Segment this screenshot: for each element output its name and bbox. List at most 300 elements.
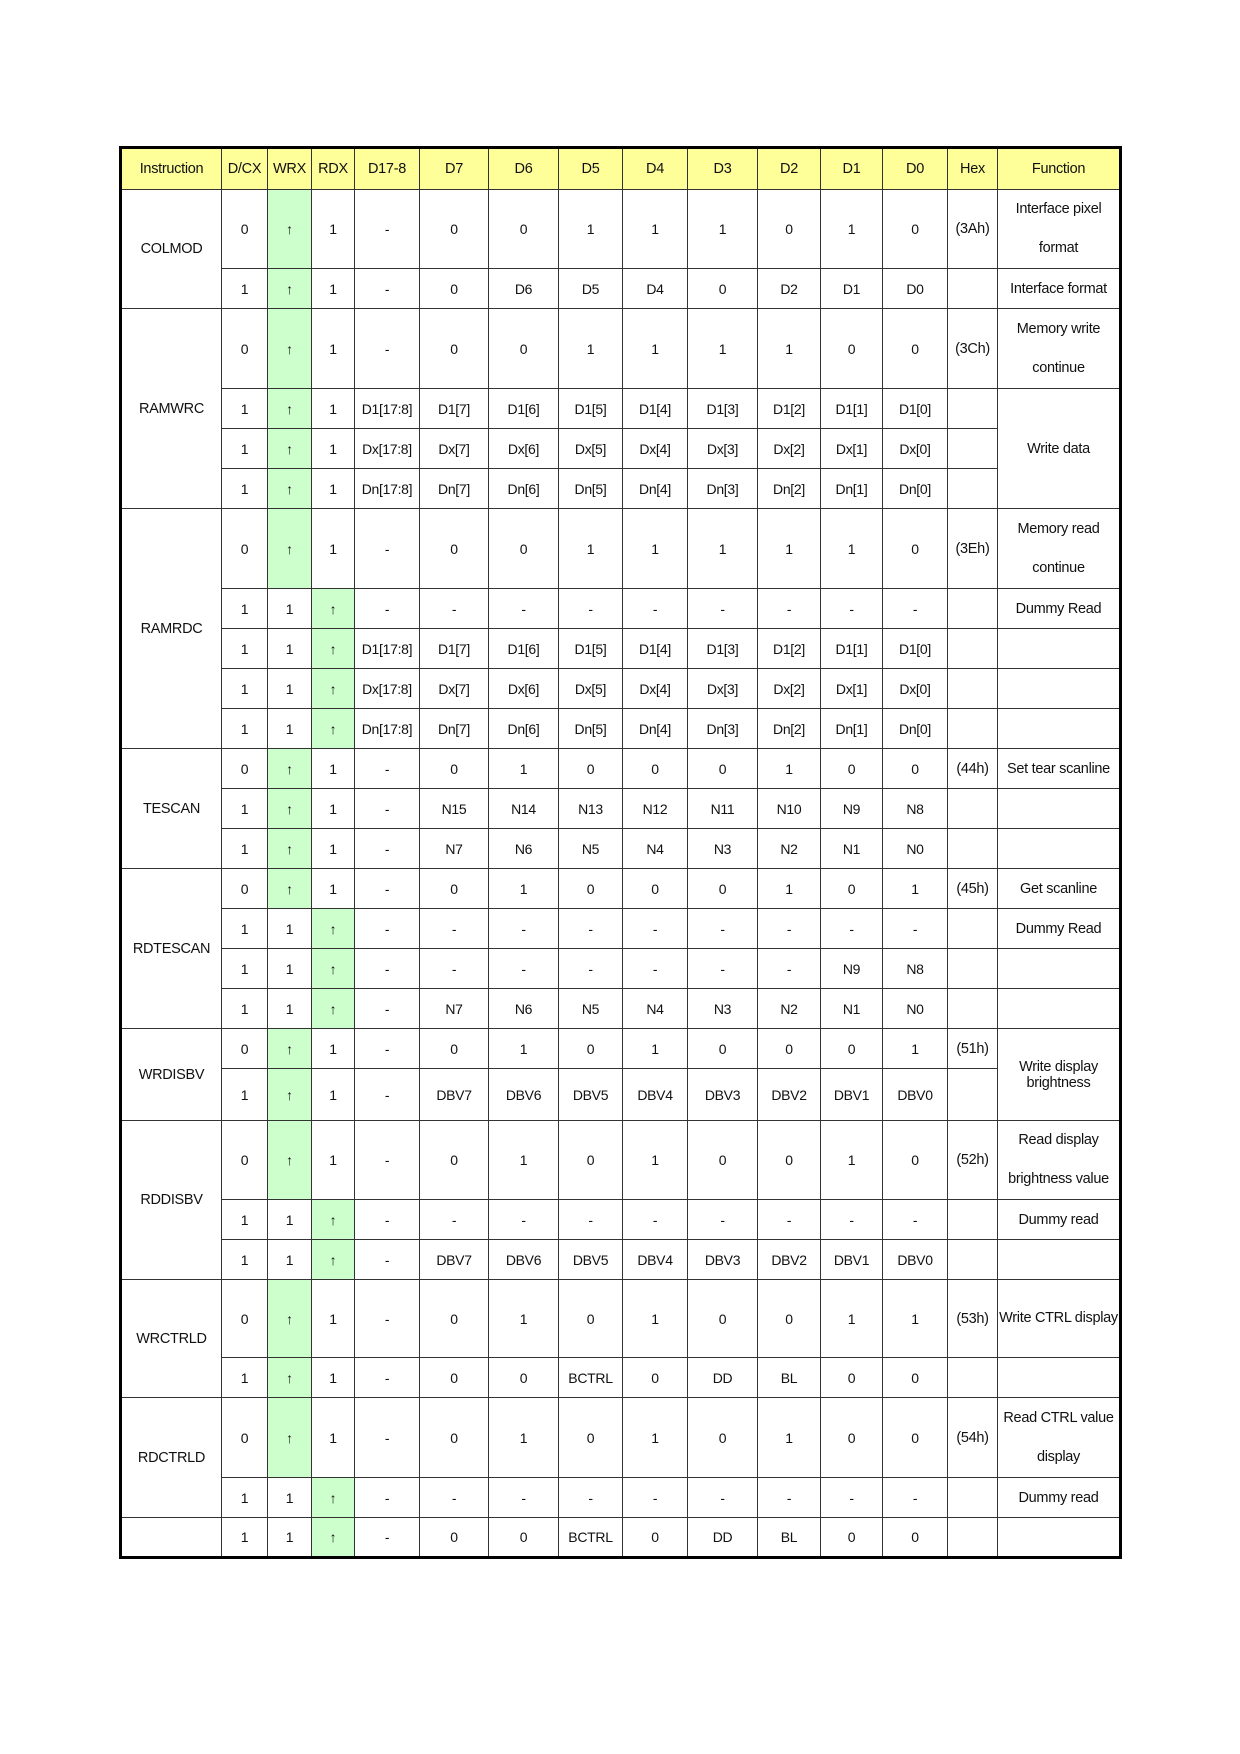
bit-cell: Dx[17:8]: [355, 429, 420, 469]
dcx-cell: 1: [222, 909, 268, 949]
bit-cell: D1[6]: [489, 629, 559, 669]
bit-cell: 0: [420, 509, 489, 589]
dcx-cell: 1: [222, 629, 268, 669]
rdx-cell: 1: [312, 1280, 355, 1358]
bit-cell: N9: [821, 789, 883, 829]
dcx-cell: 1: [222, 949, 268, 989]
bit-cell: D1[5]: [559, 389, 623, 429]
bit-cell: 0: [420, 309, 489, 389]
table-row: [121, 1069, 1121, 1121]
bit-cell: N7: [420, 989, 489, 1029]
column-header: Hex: [948, 148, 998, 190]
bit-cell: Dn[0]: [883, 709, 948, 749]
instruction-name: [121, 1518, 222, 1558]
bit-cell: DBV4: [623, 1069, 688, 1121]
bit-cell: Dx[2]: [758, 429, 821, 469]
bit-cell: DBV1: [821, 1069, 883, 1121]
table-row: [121, 429, 1121, 469]
bit-cell: BL: [758, 1358, 821, 1398]
bit-cell: Dn[6]: [489, 469, 559, 509]
wrx-cell: ↑: [268, 269, 312, 309]
rdx-cell: ↑: [312, 1518, 355, 1558]
bit-cell: -: [355, 1069, 420, 1121]
bit-cell: Dx[4]: [623, 669, 688, 709]
dcx-cell: 0: [222, 869, 268, 909]
bit-cell: 1: [883, 1280, 948, 1358]
bit-cell: 0: [688, 269, 758, 309]
rdx-cell: ↑: [312, 709, 355, 749]
bit-cell: DBV3: [688, 1240, 758, 1280]
function-cell: [998, 669, 1121, 709]
bit-cell: Dx[2]: [758, 669, 821, 709]
function-cell: [998, 1358, 1121, 1398]
column-header: D/CX: [222, 148, 268, 190]
bit-cell: 0: [623, 1358, 688, 1398]
bit-cell: -: [489, 909, 559, 949]
bit-cell: D1[0]: [883, 629, 948, 669]
rdx-cell: ↑: [312, 1478, 355, 1518]
rdx-cell: 1: [312, 869, 355, 909]
bit-cell: -: [489, 1200, 559, 1240]
bit-cell: D0: [883, 269, 948, 309]
table-row: [121, 1398, 1121, 1478]
rdx-cell: ↑: [312, 1240, 355, 1280]
bit-cell: -: [355, 829, 420, 869]
bit-cell: 1: [883, 869, 948, 909]
column-header: Instruction: [121, 148, 222, 190]
bit-cell: 0: [420, 1280, 489, 1358]
instruction-name: RDDISBV: [121, 1121, 222, 1280]
bit-cell: -: [420, 1200, 489, 1240]
bit-cell: -: [559, 1478, 623, 1518]
hex-cell: (3Ah): [948, 190, 998, 269]
wrx-cell: 1: [268, 669, 312, 709]
function-cell: Write data: [998, 389, 1121, 509]
table-row: [121, 509, 1121, 589]
dcx-cell: 1: [222, 989, 268, 1029]
function-cell: Read CTRL value display: [998, 1398, 1121, 1478]
bit-cell: -: [821, 1478, 883, 1518]
bit-cell: 0: [688, 1398, 758, 1478]
function-cell: Set tear scanline: [998, 749, 1121, 789]
dcx-cell: 1: [222, 1200, 268, 1240]
bit-cell: 0: [821, 1398, 883, 1478]
bit-cell: 0: [489, 509, 559, 589]
instruction-table: [119, 146, 1122, 1559]
hex-cell: [948, 989, 998, 1029]
hex-cell: [948, 1200, 998, 1240]
bit-cell: D1[5]: [559, 629, 623, 669]
table-row: [121, 1240, 1121, 1280]
bit-cell: 0: [688, 1280, 758, 1358]
function-cell: Dummy read: [998, 1200, 1121, 1240]
bit-cell: -: [821, 909, 883, 949]
table-body: [121, 190, 1121, 1558]
bit-cell: 1: [821, 1121, 883, 1200]
bit-cell: DBV2: [758, 1069, 821, 1121]
bit-cell: 0: [559, 1029, 623, 1069]
column-header: D7: [420, 148, 489, 190]
bit-cell: D2: [758, 269, 821, 309]
dcx-cell: 0: [222, 1029, 268, 1069]
bit-cell: -: [623, 1200, 688, 1240]
bit-cell: 0: [821, 1358, 883, 1398]
bit-cell: 1: [821, 190, 883, 269]
function-cell: Dummy read: [998, 1478, 1121, 1518]
bit-cell: 1: [559, 509, 623, 589]
wrx-cell: ↑: [268, 869, 312, 909]
dcx-cell: 1: [222, 829, 268, 869]
bit-cell: -: [758, 909, 821, 949]
bit-cell: DBV6: [489, 1240, 559, 1280]
hex-cell: (54h): [948, 1398, 998, 1478]
hex-cell: (53h): [948, 1280, 998, 1358]
bit-cell: 0: [559, 869, 623, 909]
rdx-cell: ↑: [312, 909, 355, 949]
bit-cell: BCTRL: [559, 1358, 623, 1398]
rdx-cell: ↑: [312, 629, 355, 669]
wrx-cell: ↑: [268, 1280, 312, 1358]
bit-cell: -: [688, 949, 758, 989]
column-header: D3: [688, 148, 758, 190]
bit-cell: D1[1]: [821, 389, 883, 429]
column-header: D1: [821, 148, 883, 190]
rdx-cell: ↑: [312, 989, 355, 1029]
table-row: [121, 669, 1121, 709]
bit-cell: 1: [688, 190, 758, 269]
bit-cell: N2: [758, 829, 821, 869]
hex-cell: [948, 389, 998, 429]
function-cell: Get scanline: [998, 869, 1121, 909]
bit-cell: 0: [489, 1358, 559, 1398]
bit-cell: 0: [688, 869, 758, 909]
wrx-cell: 1: [268, 709, 312, 749]
bit-cell: 1: [559, 190, 623, 269]
bit-cell: -: [355, 949, 420, 989]
function-cell: Write CTRL display: [998, 1280, 1121, 1358]
bit-cell: -: [355, 909, 420, 949]
rdx-cell: 1: [312, 789, 355, 829]
dcx-cell: 1: [222, 469, 268, 509]
bit-cell: -: [355, 190, 420, 269]
instruction-table-container: [119, 146, 1119, 1559]
table-row: [121, 869, 1121, 909]
bit-cell: 1: [623, 1121, 688, 1200]
function-cell: Interface format: [998, 269, 1121, 309]
table-row: [121, 389, 1121, 429]
bit-cell: N8: [883, 789, 948, 829]
bit-cell: 0: [758, 190, 821, 269]
wrx-cell: ↑: [268, 789, 312, 829]
table-row: [121, 1121, 1121, 1200]
bit-cell: Dx[17:8]: [355, 669, 420, 709]
bit-cell: 0: [821, 1518, 883, 1558]
function-cell: [998, 789, 1121, 829]
table-row: [121, 269, 1121, 309]
bit-cell: -: [883, 909, 948, 949]
bit-cell: 1: [489, 1121, 559, 1200]
bit-cell: 0: [758, 1029, 821, 1069]
column-header: D4: [623, 148, 688, 190]
hex-cell: (3Eh): [948, 509, 998, 589]
table-row: [121, 469, 1121, 509]
bit-cell: Dn[3]: [688, 469, 758, 509]
wrx-cell: ↑: [268, 1069, 312, 1121]
wrx-cell: ↑: [268, 509, 312, 589]
instruction-name: RDCTRLD: [121, 1398, 222, 1518]
dcx-cell: 1: [222, 1240, 268, 1280]
dcx-cell: 0: [222, 1280, 268, 1358]
function-cell: [998, 829, 1121, 869]
bit-cell: -: [623, 1478, 688, 1518]
wrx-cell: ↑: [268, 829, 312, 869]
bit-cell: -: [355, 1358, 420, 1398]
bit-cell: 1: [489, 1029, 559, 1069]
table-header-row: [121, 148, 1121, 190]
bit-cell: DBV1: [821, 1240, 883, 1280]
table-row: [121, 1518, 1121, 1558]
column-header: WRX: [268, 148, 312, 190]
bit-cell: -: [420, 909, 489, 949]
instruction-name: RAMRDC: [121, 509, 222, 749]
wrx-cell: 1: [268, 1478, 312, 1518]
rdx-cell: 1: [312, 389, 355, 429]
rdx-cell: 1: [312, 469, 355, 509]
column-header: D17-8: [355, 148, 420, 190]
bit-cell: D1[17:8]: [355, 629, 420, 669]
hex-cell: [948, 669, 998, 709]
wrx-cell: ↑: [268, 1029, 312, 1069]
bit-cell: 1: [623, 1280, 688, 1358]
bit-cell: 1: [758, 509, 821, 589]
table-row: [121, 829, 1121, 869]
table-row: [121, 1358, 1121, 1398]
hex-cell: [948, 629, 998, 669]
table-row: [121, 989, 1121, 1029]
rdx-cell: ↑: [312, 949, 355, 989]
bit-cell: -: [758, 1478, 821, 1518]
bit-cell: BL: [758, 1518, 821, 1558]
bit-cell: 0: [489, 190, 559, 269]
bit-cell: N2: [758, 989, 821, 1029]
function-cell: Interface pixel format: [998, 190, 1121, 269]
bit-cell: DBV2: [758, 1240, 821, 1280]
function-cell: Memory read continue: [998, 509, 1121, 589]
bit-cell: Dn[4]: [623, 469, 688, 509]
bit-cell: 1: [623, 509, 688, 589]
bit-cell: -: [688, 1478, 758, 1518]
bit-cell: 0: [559, 1398, 623, 1478]
rdx-cell: ↑: [312, 589, 355, 629]
bit-cell: Dn[2]: [758, 709, 821, 749]
bit-cell: Dx[6]: [489, 669, 559, 709]
bit-cell: DBV6: [489, 1069, 559, 1121]
dcx-cell: 1: [222, 1518, 268, 1558]
table-row: [121, 190, 1121, 269]
bit-cell: N9: [821, 949, 883, 989]
rdx-cell: 1: [312, 269, 355, 309]
bit-cell: Dn[1]: [821, 709, 883, 749]
bit-cell: Dx[5]: [559, 429, 623, 469]
bit-cell: D1[7]: [420, 629, 489, 669]
function-cell: [998, 629, 1121, 669]
table-row: [121, 1029, 1121, 1069]
dcx-cell: 1: [222, 1358, 268, 1398]
bit-cell: D1[1]: [821, 629, 883, 669]
bit-cell: -: [355, 1478, 420, 1518]
hex-cell: (3Ch): [948, 309, 998, 389]
dcx-cell: 1: [222, 709, 268, 749]
bit-cell: DBV3: [688, 1069, 758, 1121]
wrx-cell: ↑: [268, 389, 312, 429]
bit-cell: 1: [758, 309, 821, 389]
bit-cell: N4: [623, 829, 688, 869]
dcx-cell: 1: [222, 429, 268, 469]
bit-cell: 0: [420, 1121, 489, 1200]
hex-cell: [948, 269, 998, 309]
wrx-cell: ↑: [268, 469, 312, 509]
column-header: D0: [883, 148, 948, 190]
bit-cell: DBV0: [883, 1069, 948, 1121]
bit-cell: Dx[0]: [883, 669, 948, 709]
bit-cell: N0: [883, 989, 948, 1029]
hex-cell: [948, 1240, 998, 1280]
dcx-cell: 1: [222, 1478, 268, 1518]
bit-cell: -: [489, 949, 559, 989]
bit-cell: Dn[5]: [559, 709, 623, 749]
wrx-cell: ↑: [268, 429, 312, 469]
bit-cell: DBV5: [559, 1069, 623, 1121]
function-cell: [998, 709, 1121, 749]
bit-cell: -: [883, 589, 948, 629]
bit-cell: BCTRL: [559, 1518, 623, 1558]
bit-cell: 0: [883, 749, 948, 789]
bit-cell: 1: [559, 309, 623, 389]
bit-cell: -: [559, 589, 623, 629]
dcx-cell: 1: [222, 589, 268, 629]
bit-cell: 1: [758, 749, 821, 789]
function-cell: [998, 989, 1121, 1029]
bit-cell: 0: [758, 1280, 821, 1358]
bit-cell: N15: [420, 789, 489, 829]
bit-cell: 0: [688, 1121, 758, 1200]
bit-cell: -: [821, 589, 883, 629]
bit-cell: D1[2]: [758, 629, 821, 669]
dcx-cell: 0: [222, 1121, 268, 1200]
bit-cell: 1: [758, 869, 821, 909]
bit-cell: -: [559, 909, 623, 949]
bit-cell: 0: [758, 1121, 821, 1200]
bit-cell: 1: [688, 509, 758, 589]
bit-cell: D1[6]: [489, 389, 559, 429]
instruction-name: RDTESCAN: [121, 869, 222, 1029]
bit-cell: 0: [420, 749, 489, 789]
bit-cell: 0: [420, 269, 489, 309]
dcx-cell: 0: [222, 309, 268, 389]
hex-cell: (51h): [948, 1029, 998, 1069]
table-row: [121, 709, 1121, 749]
bit-cell: -: [758, 1200, 821, 1240]
bit-cell: -: [559, 1200, 623, 1240]
bit-cell: 0: [623, 1518, 688, 1558]
bit-cell: 0: [821, 1029, 883, 1069]
rdx-cell: 1: [312, 309, 355, 389]
wrx-cell: ↑: [268, 749, 312, 789]
bit-cell: 0: [688, 1029, 758, 1069]
bit-cell: 0: [688, 749, 758, 789]
bit-cell: -: [420, 1478, 489, 1518]
bit-cell: -: [688, 909, 758, 949]
bit-cell: 1: [489, 1398, 559, 1478]
function-cell: Read display brightness value: [998, 1121, 1121, 1200]
bit-cell: 1: [623, 309, 688, 389]
wrx-cell: 1: [268, 589, 312, 629]
function-cell: [998, 1518, 1121, 1558]
rdx-cell: 1: [312, 749, 355, 789]
bit-cell: N10: [758, 789, 821, 829]
bit-cell: 0: [420, 869, 489, 909]
wrx-cell: ↑: [268, 1398, 312, 1478]
bit-cell: N4: [623, 989, 688, 1029]
bit-cell: N7: [420, 829, 489, 869]
bit-cell: -: [688, 589, 758, 629]
bit-cell: -: [355, 589, 420, 629]
wrx-cell: 1: [268, 1518, 312, 1558]
hex-cell: [948, 949, 998, 989]
dcx-cell: 1: [222, 269, 268, 309]
function-cell: Dummy Read: [998, 909, 1121, 949]
bit-cell: N0: [883, 829, 948, 869]
bit-cell: Dn[3]: [688, 709, 758, 749]
bit-cell: Dn[0]: [883, 469, 948, 509]
bit-cell: 0: [420, 190, 489, 269]
rdx-cell: 1: [312, 1398, 355, 1478]
wrx-cell: 1: [268, 909, 312, 949]
bit-cell: N8: [883, 949, 948, 989]
column-header: D2: [758, 148, 821, 190]
table-row: [121, 749, 1121, 789]
bit-cell: D5: [559, 269, 623, 309]
bit-cell: -: [623, 909, 688, 949]
dcx-cell: 0: [222, 190, 268, 269]
bit-cell: 1: [821, 1280, 883, 1358]
wrx-cell: 1: [268, 1200, 312, 1240]
function-cell: Write display brightness: [998, 1029, 1121, 1121]
bit-cell: D1[17:8]: [355, 389, 420, 429]
hex-cell: (45h): [948, 869, 998, 909]
bit-cell: 1: [688, 309, 758, 389]
bit-cell: 0: [821, 869, 883, 909]
bit-cell: Dn[5]: [559, 469, 623, 509]
bit-cell: Dn[6]: [489, 709, 559, 749]
bit-cell: -: [355, 789, 420, 829]
bit-cell: -: [355, 509, 420, 589]
hex-cell: [948, 909, 998, 949]
bit-cell: 0: [883, 1121, 948, 1200]
bit-cell: N6: [489, 989, 559, 1029]
dcx-cell: 1: [222, 669, 268, 709]
bit-cell: DBV0: [883, 1240, 948, 1280]
bit-cell: 0: [623, 749, 688, 789]
bit-cell: DD: [688, 1358, 758, 1398]
dcx-cell: 0: [222, 749, 268, 789]
bit-cell: N1: [821, 989, 883, 1029]
bit-cell: 0: [883, 309, 948, 389]
bit-cell: D1[7]: [420, 389, 489, 429]
bit-cell: 0: [559, 1121, 623, 1200]
table-row: [121, 789, 1121, 829]
bit-cell: D1: [821, 269, 883, 309]
